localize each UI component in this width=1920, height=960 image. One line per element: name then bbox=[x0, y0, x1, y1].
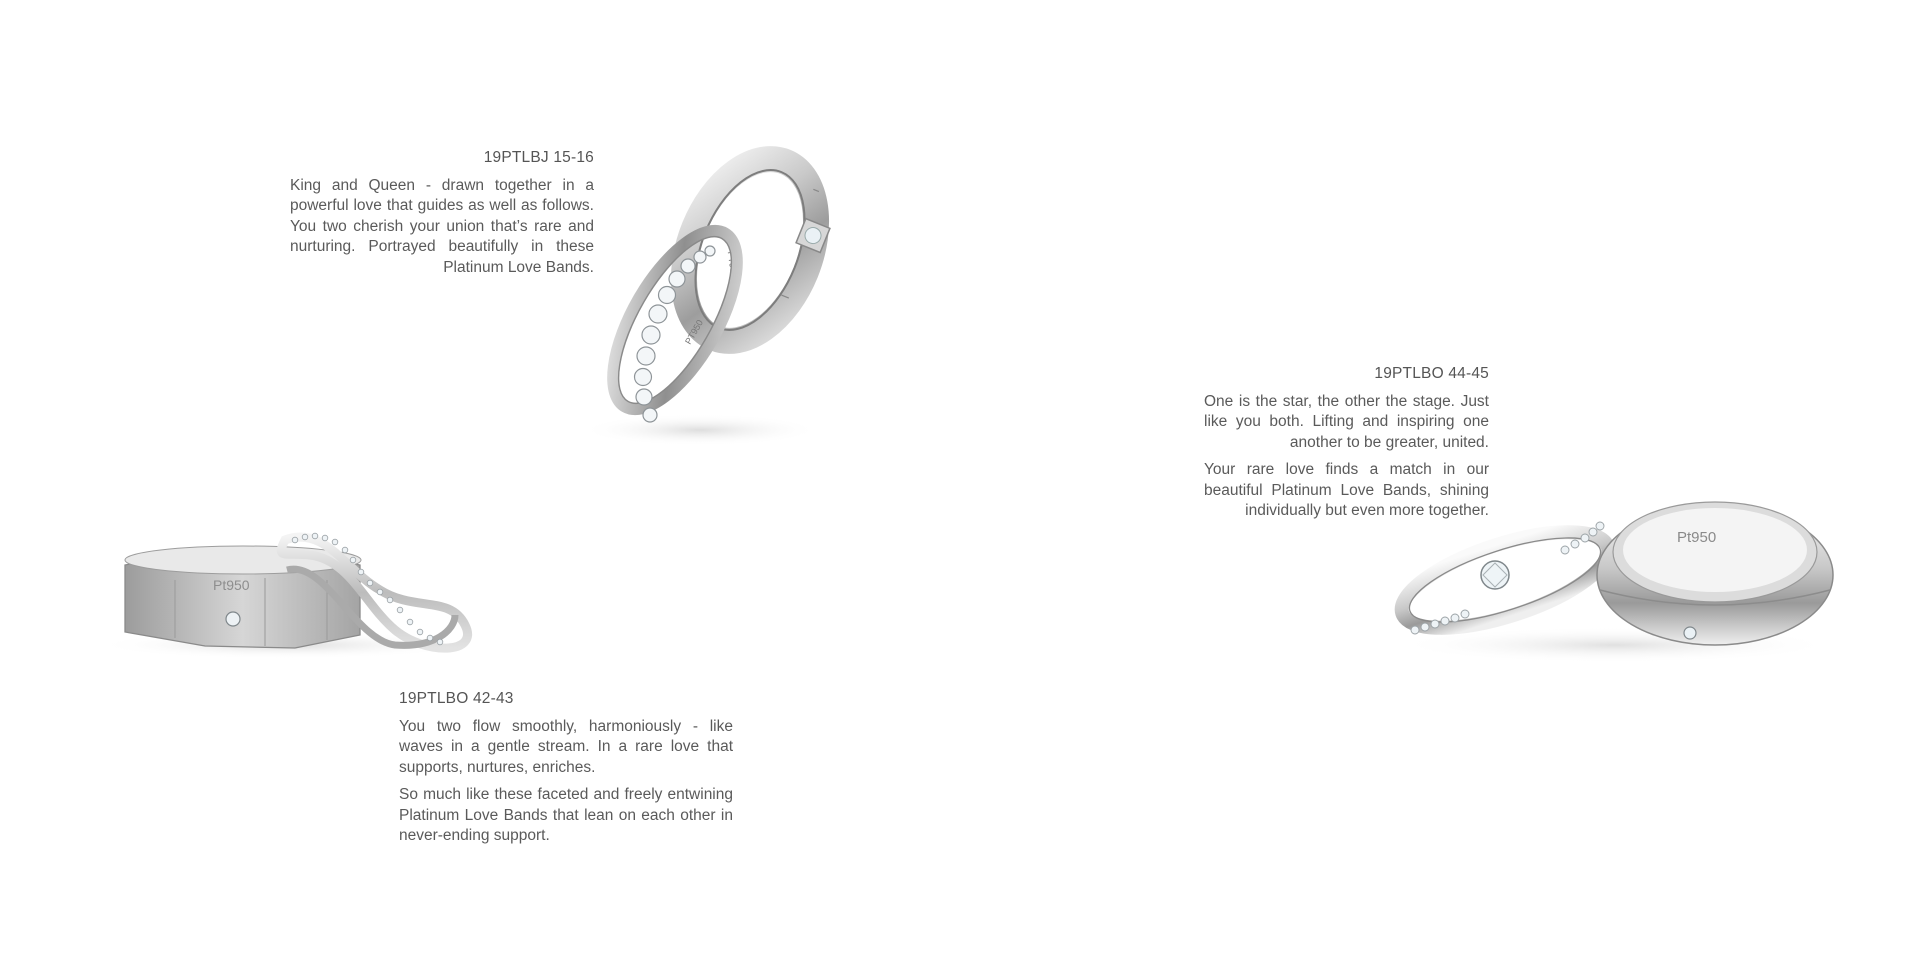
product-description: You two flow smoothly, harmoniously - like waves in a gentle stream. In a rare love that supports, nurtures, enriches. bbox=[399, 717, 733, 776]
product-3-ring-image bbox=[95, 520, 485, 670]
product-description: One is the star, the other the stage. Just like you both. Lifting and inspiring one another to be greater, united. bbox=[1204, 392, 1489, 451]
product-1-ring-image bbox=[560, 130, 860, 460]
product-3-text bbox=[399, 689, 733, 854]
product-description: So much like these faceted and freely entwining Platinum Love Bands that lean on each other in never-ending support. bbox=[399, 786, 733, 844]
product-code: 19PTLBO 42-43 bbox=[399, 690, 514, 707]
product-description: Your rare love finds a match in our beautiful Platinum Love Bands, shining individually but even more together. bbox=[1204, 461, 1489, 519]
product-code: 19PTLBJ 15-16 bbox=[483, 149, 594, 166]
product-2-ring-image bbox=[1385, 480, 1845, 680]
product-code: 19PTLBO 44-45 bbox=[1374, 365, 1489, 382]
hallmark-text: PT950 bbox=[725, 250, 740, 279]
hallmark-text: Pt950 bbox=[213, 577, 250, 593]
product-1-text bbox=[290, 148, 594, 285]
hallmark-text: Pt950 bbox=[1677, 529, 1717, 546]
hallmark-text: PT950 bbox=[683, 318, 705, 346]
product-description: King and Queen - drawn together in a powerful love that guides as well as follows. You two cherish your union that’s rare and nurturing. Portrayed beautifully in these Platinum Love Bands. bbox=[290, 176, 594, 276]
